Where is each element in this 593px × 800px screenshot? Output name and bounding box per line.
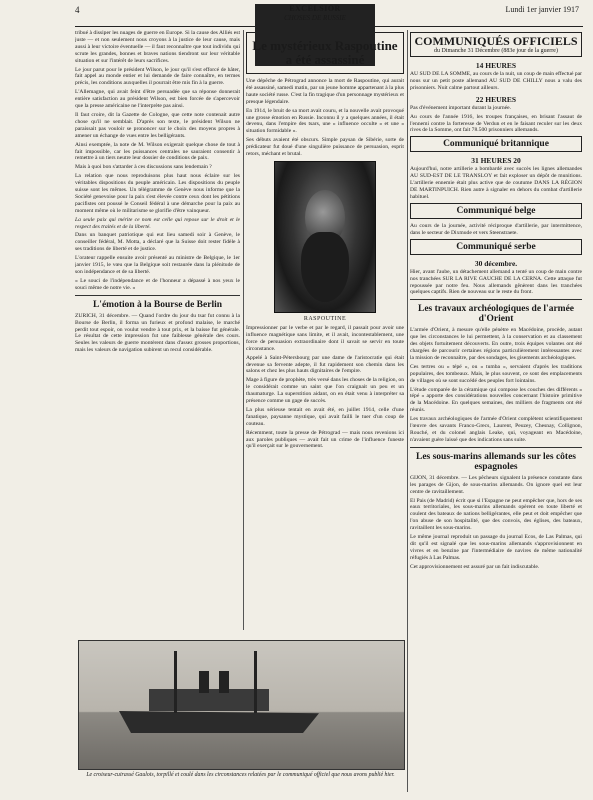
hour-heading: 14 HEURES (475, 61, 517, 70)
ship-superstructure (149, 689, 269, 711)
paragraph: Impressionner par le verbe et par le regard, il passait pour avoir une influence magnétique sans limite, et il avait, incontestablement, une force de persuasion extraordinaire dont il savait se servir en toute circonstance. (246, 324, 404, 352)
hour-heading: 22 HEURES (475, 94, 517, 104)
paragraph: tribué à dissiper les nuages de guerre en Europe. Si la cause des Alliés est juste — et non seulement nous croyons à la justice de leur cause, mais aussi à leur victoire éventuelle — il faut reconnaître que tout individu qui scrute les grandes, bonnes et braves nations tiendront sur leur véritable situation et sur l'intérêt de leurs sacrifices. (75, 30, 240, 64)
paragraph: L'armée d'Orient, à mesure qu'elle pénètre en Macédoine, procède, autant que les circonstances le lui permettent, à la conservation et au classement des objets fortuitement découverts. En outre, trois équipes volantes ont été chargées de parcourir certaines régions particulièrement intéressantes avec la mission de reconnaître, par des sondages, les gisements archéologiques. (410, 327, 582, 361)
paragraph: Au cours de la journée, activité réciproque d'artillerie, par intermittence, dans le secteur de Dixmude et vers Steenstraete. (410, 222, 582, 236)
brit-title: Communiqué britannique (443, 139, 549, 150)
paragraph: La plus sérieuse tentait en avait été, en juillet 1914, celle d'une fanatique, paysanne mystique, qui avait failli le tuer d'un coup de couteau. (246, 406, 404, 427)
section-rubric: CHOSES DE RUSSIE (284, 14, 346, 22)
issue-date: Lundi 1er janvier 1917 (505, 5, 579, 14)
paragraph: Récemment, toute la presse de Pétrograd — mais nous revenions ici aux paroles publiques — avait fait un crime de l'influence funeste qu'il exerçait sur le gouvernement. (246, 429, 404, 450)
divider (410, 299, 582, 300)
ship-funnel (219, 671, 229, 693)
paragraph: En 1914, le bruit de sa mort avait couru, et la nouvelle avait provoqué une grosse émotion en Russie. Inconnu il y a quelques années, il était devenu, dans l'empire des tsars, une « influence occulte » et une « situation formidable ». (246, 107, 404, 135)
masthead: EXCELSIOR (255, 4, 375, 66)
raspoutine-portrait (274, 161, 376, 313)
paragraph: Ainsi exemptée, la note de M. Wilson exigerait quelque chose de tout à fait impossible, car les puissances centrales ne sauraient consentir à remettre à un tiers neutre leur dossier de conditions de paix. (75, 141, 240, 162)
paragraph: L'étude comparée de la céramique qui compose les couches des différents « tépé » apporte des considérations nouvelles concernant l'histoire primitive de la Macédoine. En quelques semaines, des milliers de fragments ont été réunis. (410, 386, 582, 414)
column-divider (243, 30, 244, 630)
communiques-subtitle: du Dimanche 31 Décembre (883e jour de la guerre) (434, 48, 558, 54)
paragraph: Aujourd'hui, notre artillerie a bombardé avec succès les lignes allemandes AU SUD-EST DE LE TRANSLOY et fait exploser un dépôt de munitions. L'artillerie ennemie était plus active que de coutume DANS LA RÉGION DE MARTINPUICH. Rien autre à signaler en dehors du combat d'artillerie habituel. (410, 166, 582, 200)
quote: La seule paix qui mérite ce nom est celle qui repose sur le droit et le respect des traités et de la liberté. (75, 216, 240, 230)
paragraph: Ses débuts avaient été obscurs. Simple paysan de Sibérie, sorte de prédicateur fut doué d'une singulière puissance de persuasion, esprit retors, méchant et brutal. (246, 137, 404, 158)
paragraph: Dans un banquet patriotique qui eut lieu samedi soir à Genève, le conseiller fédéral, M. Motta, a déclaré que la Suisse doit rester fidèle à ses traditions de liberté et de justice. (75, 232, 240, 253)
brit-title-box (410, 136, 582, 152)
column-center (246, 30, 404, 550)
hour-heading: 31 HEURES 20 (471, 156, 521, 166)
raspoutine-title-box (246, 32, 404, 74)
ship-caption: Le croiseur-cuirassé Gaulois, torpillé et coulé dans les circonstances relatées par le communiqué officiel que nous avons publié hier. (86, 772, 395, 778)
bourse-title: L'émotion à la Bourse de Berlin (92, 299, 223, 310)
raspoutine-title: Le mystérieux Raspoutine a été assassiné (252, 38, 398, 67)
paragraph: Mage à figure de prophète, très versé dans les choses de la religion, on le considérait comme un saint que l'on craignait un peu et un thaumaturge. La superstition aidant, on en était venu à interpréter sa présence comme un gage de succès. (246, 377, 404, 405)
paragraph: Le même journal reproduit un passage du journal Ecos, de Las Palmas, qui dit qu'il est signalé que les sous-marins allemands s'approvisionnent en vivres et en benzine par l'intermédiaire de navires de même nationalité réfugiés à Las Palmas. (410, 534, 582, 561)
paragraph: Une dépêche de Pétrograd annonce la mort de Raspoutine, qui aurait été assassiné, samedi matin, par un jeune homme appartenant à la plus haute société russe. C'est la fin tragique d'un personnage mystérieux et presque légendaire. (246, 78, 404, 105)
paragraph: Mais à quoi bon s'attarder à ces discussions sans lendemain ? (75, 164, 212, 171)
paragraph: Cet approvisionnement est assuré par un fait indiscutable. (410, 563, 540, 570)
paragraph: La relation que nous reproduisons plus haut nous éclaire sur les véritables dispositions du peuple américain. Les dispositions du peuple suisse sont les mêmes. Un télégramme de Genève nous informe que la Société genevoise pour la paix s'est élevée contre ceux dont les pétitions pacifistes ont poussé le Conseil fédéral à une démarche pour la paix au moment même où le militarisme se glorifie d'être vainqueur. (75, 173, 240, 214)
ship-mast (254, 651, 257, 713)
page-header (75, 4, 583, 27)
sousmarins-title: Les sous-marins allemands sur les côtes espagnoles (415, 451, 576, 472)
paragraph: Appelé à Saint-Pétersbourg par une dame de l'aristocratie qui était devenue sa fervente adepte, il fut rapidement son chemin dans les salons et chez les plus hauts dignitaires de l'empire. (246, 354, 404, 375)
paragraph: Il faut croire, dit la Gazette de Cologne, que cette note contenait autre chose qu'il ne semblait. D'après son texte, le président Wilson ne paraissait pas vouloir se prononcer sur le choix des moyens propres à amener un échange de vues entre les belligérants. (75, 111, 240, 139)
communiques-title: COMMUNIQUÉS OFFICIELS (414, 34, 578, 48)
page-number: 4 (75, 5, 80, 15)
ship-photo (78, 640, 405, 770)
portrait-caption: RASPOUTINE (303, 315, 347, 322)
divider (410, 447, 582, 448)
paragraph: L'orateur rappelle ensuite avoir présenté au ministre de Belgique, le 1er janvier 1915, le vœu que la Belgique soit restaurée dans la plénitude de son indépendance et de sa liberté. (75, 255, 240, 275)
column-right (410, 30, 582, 792)
paragraph: Au cours de l'année 1916, les troupes françaises, en brisant l'assaut de l'ennemi contre la forteresse de Verdun et en le faisant reculer sur les deux rives de la Somme, ont fait 78.500 prisonniers allemands. (410, 113, 582, 134)
paragraph: Hier, avant l'aube, un détachement allemand a tenté un coup de main contre nos tranchées SUR LA RIVE GAUCHE DE LA CERNA. Cette attaque fut repoussée par notre feu. Nous allemands gênèrent dans les tranchées quelques captifs. Rien de nouveau sur le reste du front. (410, 268, 582, 296)
paragraph: L'Allemagne, qui avait feint d'être persuadée que sa réponse donnerait entière satisfaction au président Wilson, est bien forcée de s'apercevoir que la presse américaine ne l'interprète pas ainsi. (75, 89, 240, 110)
hour-heading: 30 décembre. (474, 258, 518, 268)
serbe-title: Communiqué serbe (456, 241, 536, 252)
belge-title: Communiqué belge (456, 205, 536, 216)
paragraph: AU SUD DE LA SOMME, au cours de la nuit, un coup de main effectué par nous sur un petit poste allemand AU SUD DE CHILLY nous a valu des prisonniers. Nuit calme partout ailleurs. (410, 71, 582, 91)
portrait-beard (301, 232, 349, 302)
paragraph: Ces tertres ou « tépé », ou « tumba », servaient d'après les traditions populaires, des tombeaux. Mais, le plus souvent, ce sont des emplacements de villages où se sont succédé des peuples fort lointains. (410, 363, 582, 384)
serbe-title-box (410, 239, 582, 255)
paragraph: El Pais (de Madrid) écrit que si l'Espagne ne peut empêcher que, hors de ses eaux territoriales, les sous-marins allemands opèrent en toute liberté et coulent des bateaux de nations belligérantes, elle peut et doit empêcher que l'on abuse de son hospitalité, que des convois, des églises, des bateaux, ravitaillent les sous-marins. (410, 497, 582, 532)
column-divider (407, 30, 408, 792)
divider (75, 295, 240, 296)
paragraph: Le jour parut pour le président Wilson, le jour qu'il s'est efforcé de hâter, fait appel au monde entier et lui demande de faire connaître, en termes précis, les conditions auxquelles il pourrait être mis fin à la guerre. (75, 66, 240, 87)
paragraph: Pas d'événement important durant la journée. (410, 104, 512, 111)
ship-funnel (199, 671, 209, 693)
belge-title-box (410, 203, 582, 219)
bourse-text: ZURICH, 31 décembre. — Quand l'ordre du jour du tsar fut connu à la Bourse de Berlin, il forma un furieux et profond malaise, le marché perdit tout espoir, on voulut vendre à tout prix, et la baisse fut générale. Le résultat de cette impression fut une faiblesse générale des cours. Seules les valeurs de guerre montèrent dans d'assez grosses proportions, mais les valeurs de navigation subirent un recul considérable. (75, 312, 240, 354)
paragraph: « Le souci de l'indépendance et de l'honneur a dépassé à nos yeux le souci même de notre vie. » (75, 277, 240, 291)
ship-hull (119, 711, 319, 733)
communiques-box (410, 32, 582, 57)
ship-mast (174, 651, 177, 713)
paragraph: Les travaux archéologiques de l'armée d'Orient complètent scientifiquement l'œuvre des savants Franco-Grecs, Laurent, Peuzey, Chesnay, Collignon, Rouché, et du colonel anglais Leake, qui, voyageant en Macédoine, n'avaient guère laissé que des indications sans suite. (410, 416, 582, 443)
archeo-title: Les travaux archéologiques de l'armée d'Orient (417, 304, 575, 325)
paragraph: GIJON, 31 décembre. — Les pêcheurs signalent la présence constante dans les parages de Gijon, de sous-marins allemands. On ignore quel est leur centre de ravitaillement. (410, 474, 582, 495)
